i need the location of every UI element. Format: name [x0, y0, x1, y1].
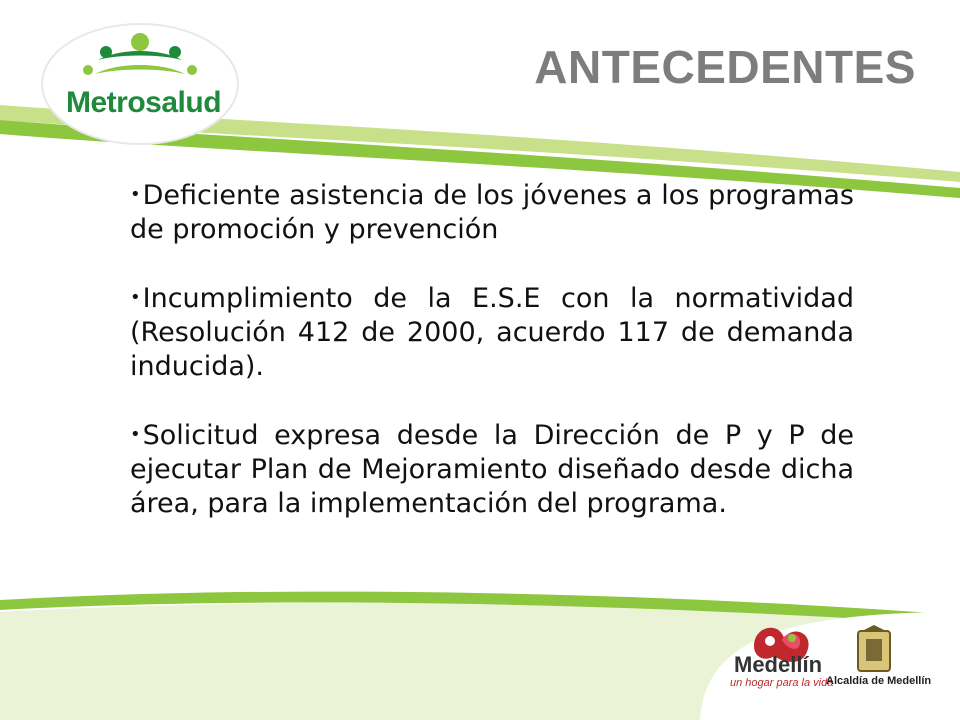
alcaldia-shield-icon — [852, 625, 896, 675]
metrosalud-logo-text: Metrosalud — [66, 86, 222, 119]
bullet-item: • Solicitud expresa desde la Dirección de P y P de ejecutar Plan de Mejoramiento diseñado desde dicha área, para la implementación del programa. — [130, 418, 854, 521]
bullet-item: • Incumplimiento de la E.S.E con la normatividad (Resolución 412 de 2000, acuerdo 117 de demanda inducida). — [130, 281, 854, 384]
metrosalud-logo — [40, 22, 240, 147]
slide-title: ANTECEDENTES — [534, 41, 916, 93]
alcaldia-logo-text: Alcaldía de Medellín — [826, 675, 932, 687]
bullet-list — [130, 178, 854, 555]
medellin-tagline: un hogar para la vida — [730, 677, 834, 689]
bullet-item: • Deficiente asistencia de los jóvenes a los programas de promoción y prevención — [130, 178, 854, 247]
medellin-logo-text: Medellín — [734, 652, 823, 677]
